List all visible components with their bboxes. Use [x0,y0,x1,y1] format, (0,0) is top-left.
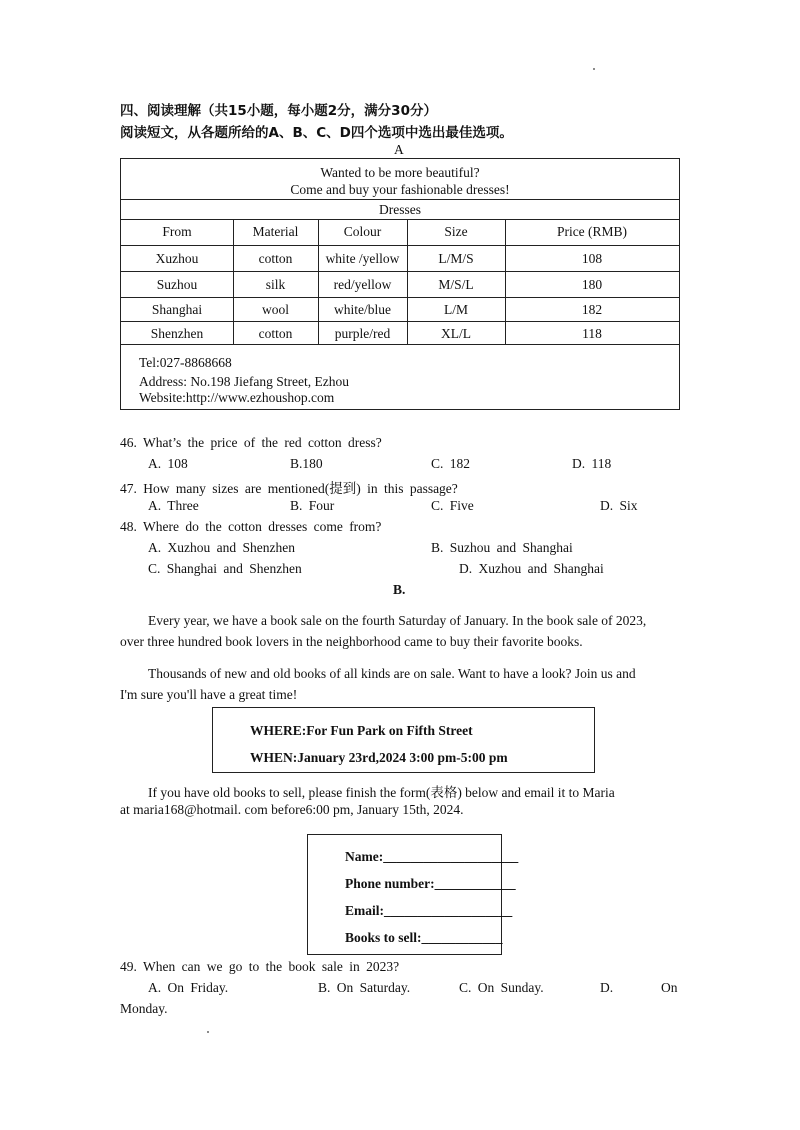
row-4-material: cotton [258,326,293,341]
passage-b-para3-line2: at maria168@hotmail. com before6:00 pm, January 15th, 2024. [120,802,464,817]
q48-option-c: C. Shanghai and Shenzhen [148,561,302,576]
event-when: WHEN:January 23rd,2024 3:00 pm-5:00 pm [250,750,508,765]
passage-b-para3-line1: If you have old books to sell, please finish the form(表格) below and email it to Maria [148,785,615,800]
section-heading: 四、阅读理解（共15小题，每小题2分，满分30分） [120,103,437,119]
event-where: WHERE:For Fun Park on Fifth Street [250,723,473,738]
form-name-field: Name:____________________ [345,849,519,864]
q46-option-b: B.180 [290,456,323,471]
shop-tel: Tel:027-8868668 [139,355,232,370]
row-4-size: XL/L [441,326,471,341]
q48-option-a: A. Xuzhou and Shenzhen [148,540,295,555]
ad-line-2: Come and buy your fashionable dresses! [290,182,510,197]
shop-website: Website:http://www.ezhoushop.com [139,390,335,405]
row-2-size: M/S/L [438,277,474,292]
form-books-field: Books to sell:____________ [345,930,503,945]
q47-option-a: A. Three [148,498,199,513]
passage-b-label: B. [393,582,406,597]
row-4-colour: purple/red [334,326,391,341]
q48-option-b: B. Suzhou and Shanghai [431,540,573,555]
q46-option-d: D. 118 [572,456,612,471]
q47-option-d: D. Six [600,498,638,513]
col-header-price: Price (RMB) [556,224,628,239]
question-49: 49. When can we go to the book sale in 2023? [120,959,400,974]
row-2-price: 180 [581,277,603,292]
passage-b-para1-line2: over three hundred book lovers in the neighborhood came to buy their favorite books. [120,634,583,649]
q47-option-c: C. Five [431,498,474,513]
q47-option-b: B. Four [290,498,335,513]
row-3-size: L/M [443,302,468,317]
table-title: Dresses [379,202,421,217]
form-email-field: Email:___________________ [345,903,513,918]
row-3-colour: white/blue [334,302,391,317]
q46-option-c: C. 182 [431,456,471,471]
passage-b-para2-line1: Thousands of new and old books of all kinds are on sale. Want to have a look? Join us and [148,666,636,681]
q46-option-a: A. 108 [148,456,188,471]
row-1-material: cotton [258,251,293,266]
scan-dot-top [593,68,595,70]
passage-b-para2-line2: I'm sure you'll have a great time! [120,687,298,702]
col-header-size: Size [444,224,468,239]
scan-dot-bottom [207,1031,209,1033]
question-46: 46. What’s the price of the red cotton dress? [120,435,382,450]
question-47: 47. How many sizes are mentioned(提到) in this passage? [120,481,458,496]
q49-option-c: C. On Sunday. [459,980,544,995]
col-header-colour: Colour [343,224,382,239]
row-2-material: silk [265,277,286,292]
row-1-size: L/M/S [438,251,474,266]
row-2-colour: red/yellow [333,277,392,292]
row-3-from: Shanghai [151,302,203,317]
row-4-price: 118 [582,326,602,341]
ad-line-1: Wanted to be more beautiful? [320,165,480,180]
q49-option-d-monday: Monday. [120,1001,168,1016]
col-header-material: Material [252,224,299,239]
q49-option-d-letter: D. [600,980,614,995]
form-phone-field: Phone number:____________ [345,876,516,891]
q49-option-a: A. On Friday. [148,980,229,995]
row-1-colour: white /yellow [325,251,400,266]
row-4-from: Shenzhen [150,326,204,341]
q48-option-d: D. Xuzhou and Shanghai [459,561,604,576]
row-3-material: wool [262,302,289,317]
passage-b-para1-line1: Every year, we have a book sale on the fourth Saturday of January. In the book sale of 2023, [148,613,647,628]
row-2-from: Suzhou [156,277,198,292]
q49-option-d-on: On [661,980,678,995]
row-1-from: Xuzhou [155,251,199,266]
section-instruction: 阅读短文，从各题所给的A、B、C、D四个选项中选出最佳选项。 [120,125,513,141]
row-3-price: 182 [581,302,603,317]
q49-option-b: B. On Saturday. [318,980,411,995]
passage-a-label: A [394,142,404,157]
question-48: 48. Where do the cotton dresses come from? [120,519,382,534]
dress-ad-table [120,158,680,410]
col-header-from: From [162,224,192,239]
shop-address: Address: No.198 Jiefang Street, Ezhou [139,374,349,389]
row-1-price: 108 [581,251,603,266]
